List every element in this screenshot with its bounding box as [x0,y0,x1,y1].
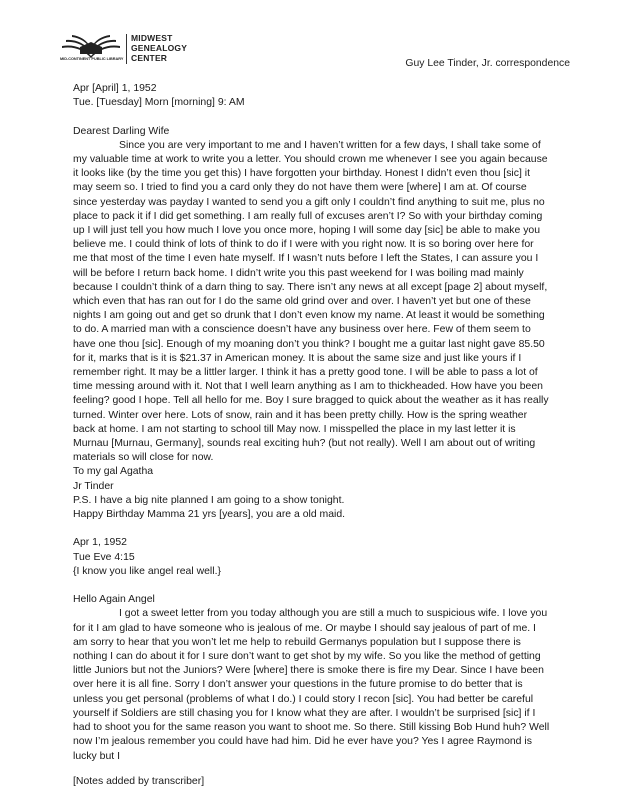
letter2-time: Tue Eve 4:15 [73,551,135,563]
logo-subtitle: MID-CONTINENT PUBLIC LIBRARY [60,57,124,61]
logo-line-2: GENEALOGY [131,43,188,53]
logo-line-1: MIDWEST [131,33,173,43]
letter2-body: I got a sweet letter from you today although you are still a much to suspicious wife. I love you for it I am glad to have someone who is jealous of me. Or maybe I should say jealous of part of me. I am sorry to hear that you won’t let me help to rebuild Germanys population but I suppose there is nothing I can do about it for I sure don’t want to get shot by my wife. So you like the method of getting little Juniors but not the Juniors? Were [where] there is smoke there is fire my Dear. Since I have been over here it is all fine. Sorry I don’t answer your questions in the future promise to do better that is unless you get personal (problems of what I do.) I could story I recon [sic]. You had better be careful yourself if Soldiers are still chasing you for I know what they are after. I wouldn’t be surprised [sic] if I had to shoot you for the same reason you want to shoot me. So there. Still kissing Bob Hund huh? Well now I’m jealous remember you could have had him. Did he ever have you? Yes I agree Raymond is lucky but I [73,608,550,762]
letter2-note: {I know you like angel real well.} [73,565,221,577]
open-book-logo-icon [60,34,122,68]
spacer [73,522,550,536]
letter1-closing: To my gal Agatha [73,466,154,478]
logo-divider [126,34,127,64]
transcription-body [73,82,550,764]
letter1-body: Since you are very important to me and I haven’t written for a few days, I shall take some of my valuable time at work to write you a letter. You should crown me whenever I see you again because it looks like (by the time you get this) I have forgotten your birthday. Honest I didn’t even thou [sic] it may seem so. I tried to find you a card only they do not have them were [where] I am at. Of course since yesterday was payday I wanted to send you a gift only I couldn’t find anything to suit me, plus no place to pack it if I did get something. I am really full of excuses aren’t I? So with your birthday coming up I will just tell you how much I love you once more, hoping I will some day [sic] be able to make you believe me. I could think of lots of think to do if I were with you right now. It is so boring over here for me that most of the time I even hate myself. If I wasn’t nuts before I left the States, I can assure you I will be before I return back home. I didn’t write you this past weekend for I was boiling mad mainly because I couldn’t think of a darn thing to say. There isn’t any news at all except [page 2] about myself, which even that has ran out for I do the same old grind over and over. I haven’t yet but one of these nights I am going out and get so drunk that I don’t even know my name. At least it would be something to do. A married man with a conscience doesn’t have any business over here. Few of them seem to have one thou [sic]. Enough of my moaning don’t you think? I bought me a guitar last night gave 85.50 for it, marks that is it is $21.37 in American money. It is about the same size and just like yours if I remember right. It may be a littler larger. I think it has a pretty good tone. I will be able to pass a lot of time messing around with it. Not that I well learn anything as I am to thickheaded. How have you been feeling? good I hope. Tell all hello for me. Boy I sure bragged to quick about the weather as it has really turned. Winter over here. Lots of snow, rain and it has been pretty chilly. How is the spring weather back at home. I am not starting to school till May now. I misspelled the place in my last letter it is Murnau [Murnau, Germany], sounds real exciting huh? (but not really). Well I am about out of writing materials so will close for now. [73,139,549,464]
letter1-signature: Jr Tinder [73,480,114,492]
transcriber-note: [Notes added by transcriber] [73,776,205,787]
letter2-date: Apr 1, 1952 [73,537,127,549]
logo-wordmark [131,33,187,63]
spacer [73,110,550,124]
letter1-postscript: P.S. I have a big nite planned I am going to a show tonight. [73,494,345,506]
letter2-salutation: Hello Again Angel [73,594,155,606]
collection-title: Guy Lee Tinder, Jr. correspondence [405,58,570,69]
spacer [73,579,550,593]
letter1-date: Apr [April] 1, 1952 [73,83,157,94]
letter1-time: Tue. [Tuesday] Morn [morning] 9: AM [73,97,245,109]
logo-line-3: CENTER [131,53,168,63]
library-logo [60,30,210,70]
letter1-salutation: Dearest Darling Wife [73,125,170,137]
letter1-postscript-2: Happy Birthday Mamma 21 yrs [years], you are a old maid. [73,509,346,521]
